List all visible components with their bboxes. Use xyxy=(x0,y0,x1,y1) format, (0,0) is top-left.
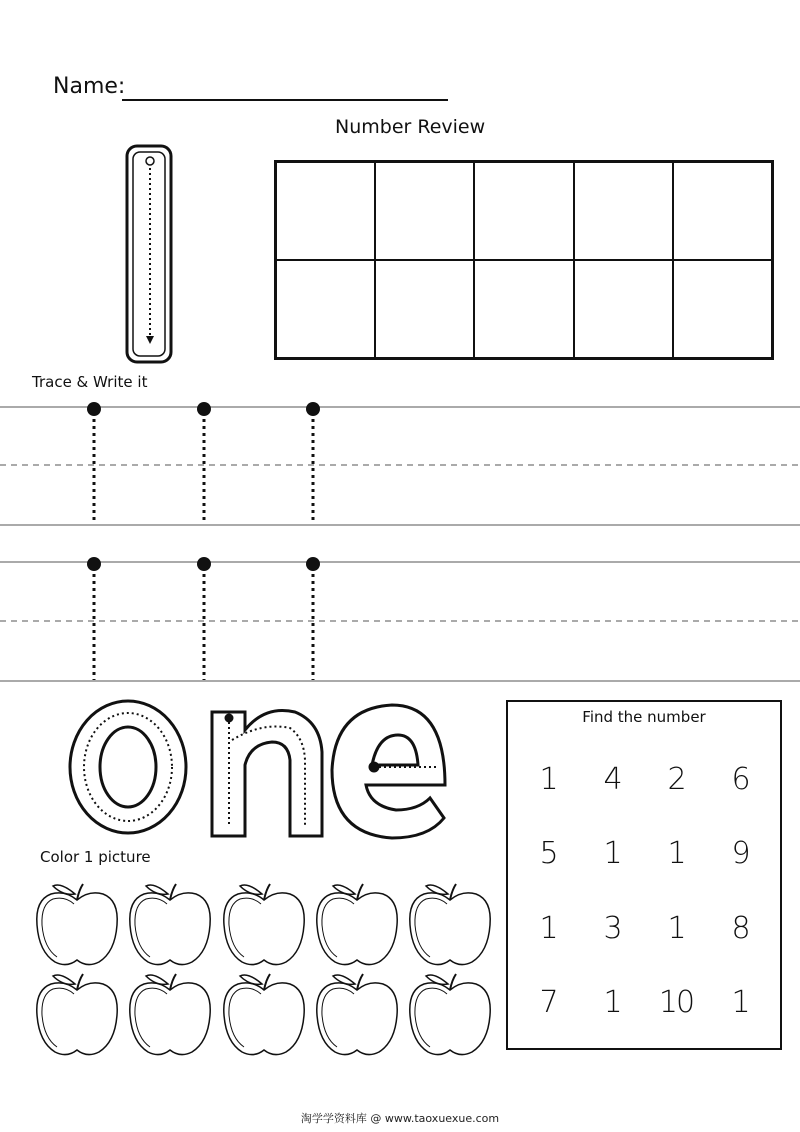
trace-write-label: Trace & Write it xyxy=(32,373,148,391)
find-number-item[interactable]: 1 xyxy=(539,910,557,946)
color-picture-label: Color 1 picture xyxy=(40,848,151,866)
apple-picture[interactable] xyxy=(37,884,117,965)
apple-picture[interactable] xyxy=(317,974,397,1055)
find-number-item[interactable]: 8 xyxy=(731,910,749,946)
find-number-item[interactable]: 1 xyxy=(731,985,749,1021)
find-number-item[interactable]: 1 xyxy=(603,985,621,1021)
number-review-title: Number Review xyxy=(335,116,486,138)
find-number-item[interactable]: 7 xyxy=(539,985,557,1021)
find-number-item[interactable]: 1 xyxy=(539,761,557,797)
apple-picture[interactable] xyxy=(224,884,304,965)
find-number-box xyxy=(506,700,782,1050)
apple-picture[interactable] xyxy=(224,974,304,1055)
apple-picture[interactable] xyxy=(37,974,117,1055)
apple-picture[interactable] xyxy=(410,974,490,1055)
footer-source: 淘学学资料库 @ www.taoxuexue.com xyxy=(300,1112,500,1125)
find-number-item[interactable]: 6 xyxy=(731,761,749,797)
find-number-item[interactable]: 9 xyxy=(731,836,749,872)
find-number-item[interactable]: 4 xyxy=(603,761,621,797)
apple-picture[interactable] xyxy=(317,884,397,965)
find-number-item[interactable]: 1 xyxy=(667,910,685,946)
apple-picture[interactable] xyxy=(130,884,210,965)
find-number-item[interactable]: 10 xyxy=(658,985,694,1021)
apple-picture[interactable] xyxy=(130,974,210,1055)
find-number-item[interactable]: 1 xyxy=(667,836,685,872)
find-number-title: Find the number xyxy=(582,708,706,726)
apple-picture[interactable] xyxy=(410,884,490,965)
name-label: Name: xyxy=(53,74,126,99)
find-number-grid xyxy=(516,742,772,1040)
find-number-item[interactable]: 3 xyxy=(603,910,621,946)
find-number-item[interactable]: 1 xyxy=(603,836,621,872)
find-number-item[interactable]: 5 xyxy=(539,836,557,872)
find-number-item[interactable]: 2 xyxy=(667,761,685,797)
